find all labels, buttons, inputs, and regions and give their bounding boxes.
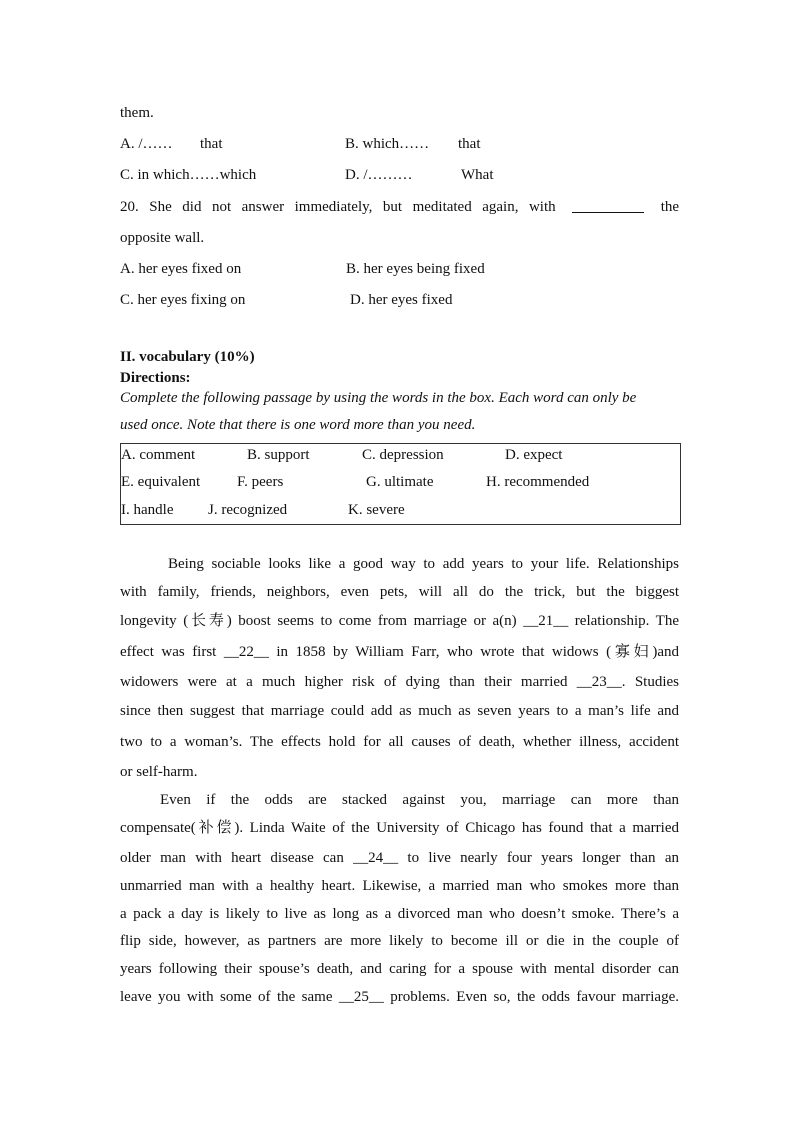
q20-option-a: A. her eyes fixed on <box>120 261 242 277</box>
q20-option-c: C. her eyes fixing on <box>120 292 246 308</box>
q19-option-b: B. which…… <box>345 136 430 152</box>
passage-line: with family, friends, neighbors, even pets, will all do the trick, but the biggest <box>120 584 679 600</box>
passage-line: a pack a day is likely to live as long as a divorced man who doesn’t smoke. There’s a <box>120 906 679 922</box>
q20-option-b: B. her eyes being fixed <box>346 261 485 277</box>
passage-line: widowers were at a much higher risk of dying than their married __23__. Studies <box>120 674 679 690</box>
q19-tail: them. <box>120 105 154 121</box>
passage-line: or self-harm. <box>120 764 198 780</box>
q19-option-d: D. /……… <box>345 167 413 183</box>
q20-options-row1 <box>120 260 680 278</box>
q20-option-d: D. her eyes fixed <box>350 292 453 308</box>
passage-line: effect was first __22__ in 1858 by William Farr, who wrote that widows (寡妇)and <box>120 644 679 660</box>
word-option-k: K. severe <box>348 502 405 518</box>
word-option-e: E. equivalent <box>121 474 201 490</box>
word-option-i: I. handle <box>121 502 174 518</box>
passage-line: Even if the odds are stacked against you, marriage can more than <box>160 792 679 808</box>
q20-stem-line2: opposite wall. <box>120 230 205 246</box>
word-option-g: G. ultimate <box>366 474 434 490</box>
word-option-a: A. comment <box>121 447 196 463</box>
passage-line: since then suggest that marriage could add as much as seven years to a man’s life and <box>120 703 679 719</box>
word-option-h: H. recommended <box>486 474 590 490</box>
q19-option-d-second: What <box>461 167 494 183</box>
q20-text-before: 20. She did not answer immediately, but meditated again, with <box>120 199 556 215</box>
q20-options-row2 <box>120 291 680 309</box>
word-option-c: C. depression <box>362 447 444 463</box>
word-option-f: F. peers <box>237 474 284 490</box>
passage-line: two to a woman’s. The effects hold for all causes of death, whether illness, accident <box>120 734 679 750</box>
q19-option-c: C. in which……which <box>120 167 257 183</box>
passage-line: compensate(补偿). Linda Waite of the University of Chicago has found that a married <box>120 820 679 836</box>
section-heading: II. vocabulary (10%) <box>120 349 255 365</box>
passage-line: longevity (长寿) boost seems to come from marriage or a(n) __21__ relationship. The <box>120 613 679 629</box>
q20-stem <box>120 198 679 216</box>
word-option-b: B. support <box>247 447 310 463</box>
word-option-d: D. expect <box>505 447 563 463</box>
directions-line2: used once. Note that there is one word more than you need. <box>120 417 476 433</box>
q19-options-row1 <box>120 135 680 153</box>
passage-line: older man with heart disease can __24__ to live nearly four years longer than an <box>120 850 679 866</box>
passage-line: years following their spouse’s death, and caring for a spouse with mental disorder can <box>120 961 679 977</box>
passage-line: leave you with some of the same __25__ problems. Even so, the odds favour marriage. <box>120 989 679 1005</box>
word-bank-box <box>120 443 681 525</box>
q19-option-b-second: that <box>458 136 481 152</box>
q19-option-a: A. /…… <box>120 136 173 152</box>
q19-option-a-second: that <box>200 136 223 152</box>
passage-line: flip side, however, as partners are more likely to become ill or die in the couple of <box>120 933 679 949</box>
passage-line: Being sociable looks like a good way to add years to your life. Relationships <box>168 556 679 572</box>
word-option-j: J. recognized <box>208 502 288 518</box>
directions-line1: Complete the following passage by using the words in the box. Each word can only be <box>120 390 637 406</box>
directions-label: Directions: <box>120 370 191 386</box>
q20-answer-blank <box>572 198 644 213</box>
q20-text-after: the <box>660 199 680 215</box>
q19-options-row2 <box>120 166 680 184</box>
passage-line: unmarried man with a healthy heart. Likewise, a married man who smokes more than <box>120 878 679 894</box>
